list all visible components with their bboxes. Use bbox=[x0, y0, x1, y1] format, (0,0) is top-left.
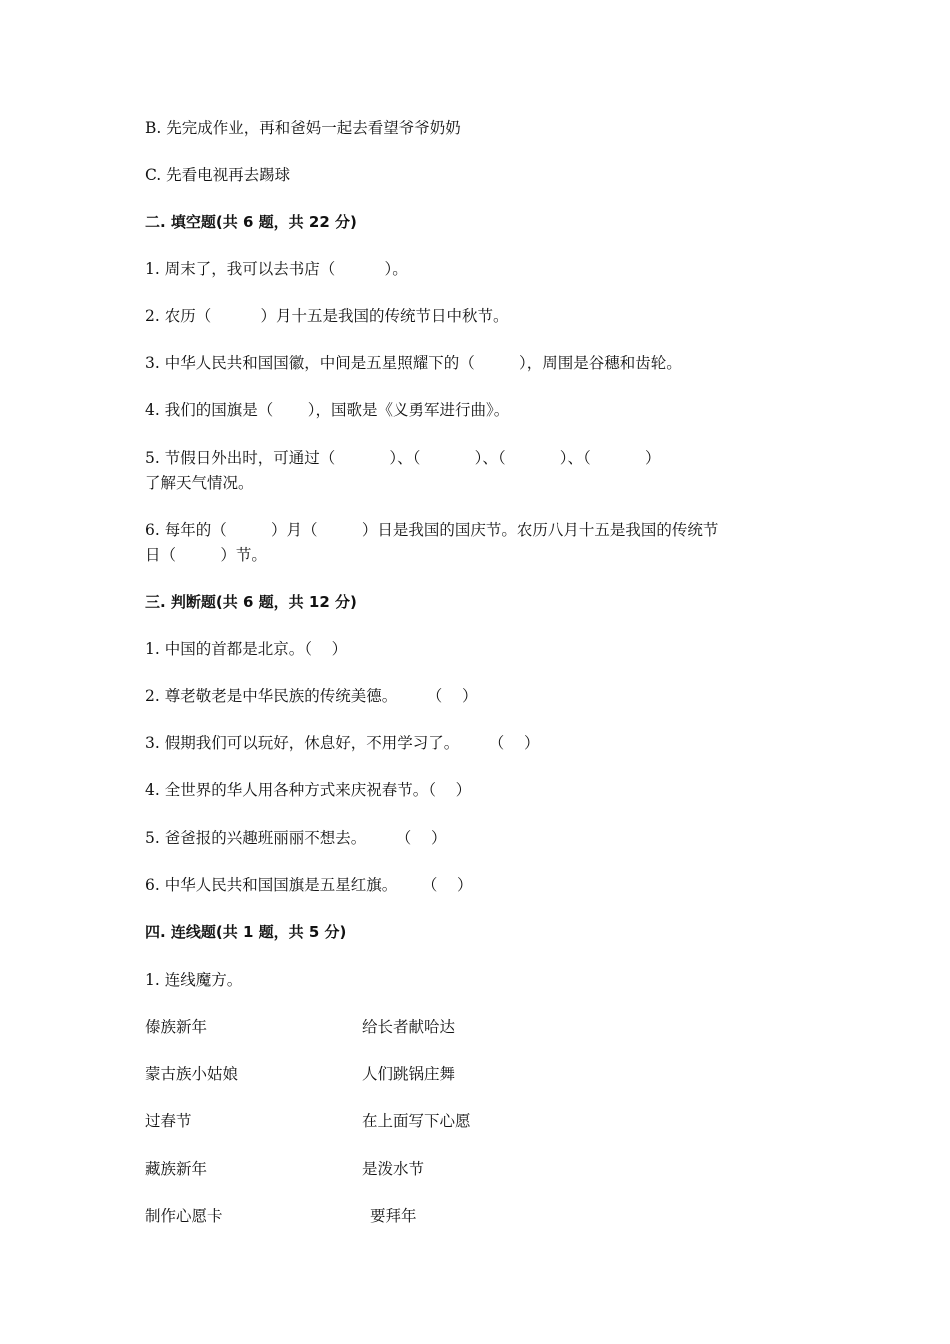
section-heading-true-false: 三. 判断题(共 6 题，共 12 分) bbox=[145, 593, 357, 611]
fill-blank-question-6-line-1: 6. 每年的（ ）月（ ）日是我国的国庆节。农历八月十五是我国的传统节 bbox=[145, 521, 719, 539]
true-false-question-1: 1. 中国的首都是北京。（ ） bbox=[145, 640, 348, 658]
fill-blank-question-6-line-2: 日（ ）节。 bbox=[145, 546, 267, 564]
true-false-question-5: 5. 爸爸报的兴趣班丽丽不想去。 （ ） bbox=[145, 829, 447, 847]
matching-left-item: 蒙古族小姑娘 bbox=[145, 1065, 239, 1083]
choice-option-c: C. 先看电视再去踢球 bbox=[145, 166, 291, 184]
fill-blank-question-3: 3. 中华人民共和国国徽，中间是五星照耀下的（ ），周围是谷穗和齿轮。 bbox=[145, 354, 682, 372]
matching-left-item: 制作心愿卡 bbox=[145, 1207, 223, 1225]
matching-right-item: 人们跳锅庄舞 bbox=[362, 1065, 456, 1083]
choice-option-b: B. 先完成作业，再和爸妈一起去看望爷爷奶奶 bbox=[145, 119, 461, 137]
matching-question-1: 1. 连线魔方。 bbox=[145, 971, 243, 989]
matching-right-item: 给长者献哈达 bbox=[362, 1018, 456, 1036]
matching-left-item: 傣族新年 bbox=[145, 1018, 208, 1036]
fill-blank-question-5-line-2: 了解天气情况。 bbox=[145, 474, 254, 492]
matching-right-item: 是泼水节 bbox=[362, 1160, 425, 1178]
fill-blank-question-1: 1. 周末了，我可以去书店（ ）。 bbox=[145, 260, 408, 278]
true-false-question-3: 3. 假期我们可以玩好，休息好，不用学习了。 （ ） bbox=[145, 734, 540, 752]
fill-blank-question-4: 4. 我们的国旗是（ ），国歌是《义勇军进行曲》。 bbox=[145, 401, 510, 419]
section-heading-matching: 四. 连线题(共 1 题，共 5 分) bbox=[145, 923, 347, 941]
true-false-question-6: 6. 中华人民共和国国旗是五星红旗。 （ ） bbox=[145, 876, 473, 894]
fill-blank-question-2: 2. 农历（ ）月十五是我国的传统节日中秋节。 bbox=[145, 307, 509, 325]
true-false-question-4: 4. 全世界的华人用各种方式来庆祝春节。（ ） bbox=[145, 781, 472, 799]
matching-left-item: 过春节 bbox=[145, 1112, 192, 1130]
matching-right-item: 在上面写下心愿 bbox=[362, 1112, 471, 1130]
fill-blank-question-5-line-1: 5. 节假日外出时，可通过（ ）、（ ）、（ ）、（ ） bbox=[145, 449, 661, 467]
section-heading-fill-blank: 二. 填空题(共 6 题，共 22 分) bbox=[145, 213, 357, 231]
matching-right-item: 要拜年 bbox=[370, 1207, 417, 1225]
matching-left-item: 藏族新年 bbox=[145, 1160, 208, 1178]
true-false-question-2: 2. 尊老敬老是中华民族的传统美德。 （ ） bbox=[145, 687, 478, 705]
